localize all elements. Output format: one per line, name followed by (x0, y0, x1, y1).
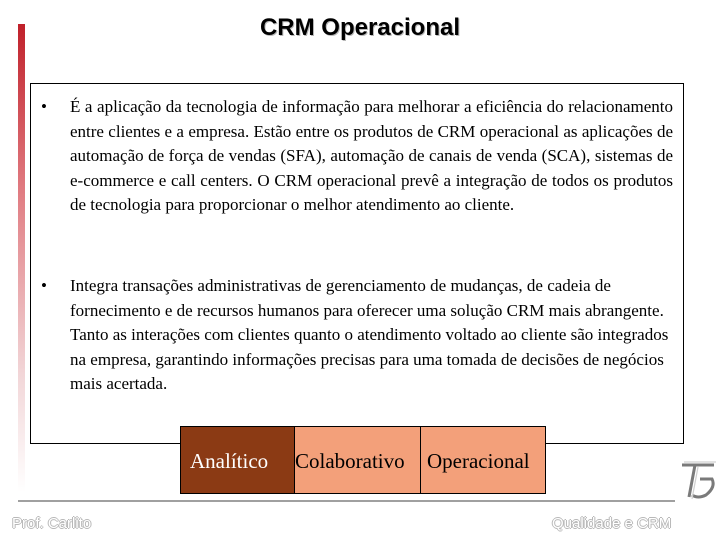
logo-icon (678, 459, 718, 501)
bullet-marker: • (41, 276, 47, 295)
content-box (30, 83, 684, 444)
footer-author: Prof. Carlito (12, 515, 92, 532)
page-title: CRM Operacional (259, 14, 461, 41)
footer-divider (18, 500, 675, 502)
tab-operacional[interactable]: Operacional (421, 427, 545, 493)
left-accent-bar (18, 24, 25, 492)
bullet-text: É a aplicação da tecnologia de informação para melhorar a eficiência do relacionamento entre clientes e a empresa. Estão entre os produtos de CRM operacional as aplicações de automação de força de vendas (SFA), automação de canais de venda (SCA), sistemas de e-commerce e call centers. O CRM operacional prevê a integração de todos os produtos de tecnologia para proporcionar o melhor atendimento ao cliente. (70, 97, 673, 215)
bullet-text: Integra transações administrativas de gerenciamento de mudanças, de cadeia de fornecimento e de recursos humanos para oferecer uma solução CRM mais abrangente. Tanto as interações com clientes quanto o atendimento voltado ao cliente são integrados na empresa, garantindo informações precisas para uma tomada de decisões de negócios mais acertada. (70, 276, 669, 394)
bullet-marker: • (41, 97, 47, 116)
crm-type-tabs (180, 426, 546, 494)
bullet-item (31, 274, 685, 397)
tab-colaborativo[interactable]: Colaborativo (295, 427, 421, 493)
footer-course: Qualidade e CRM (552, 515, 672, 532)
tab-analitico[interactable]: Analítico (181, 427, 295, 493)
bullet-item (31, 95, 685, 218)
